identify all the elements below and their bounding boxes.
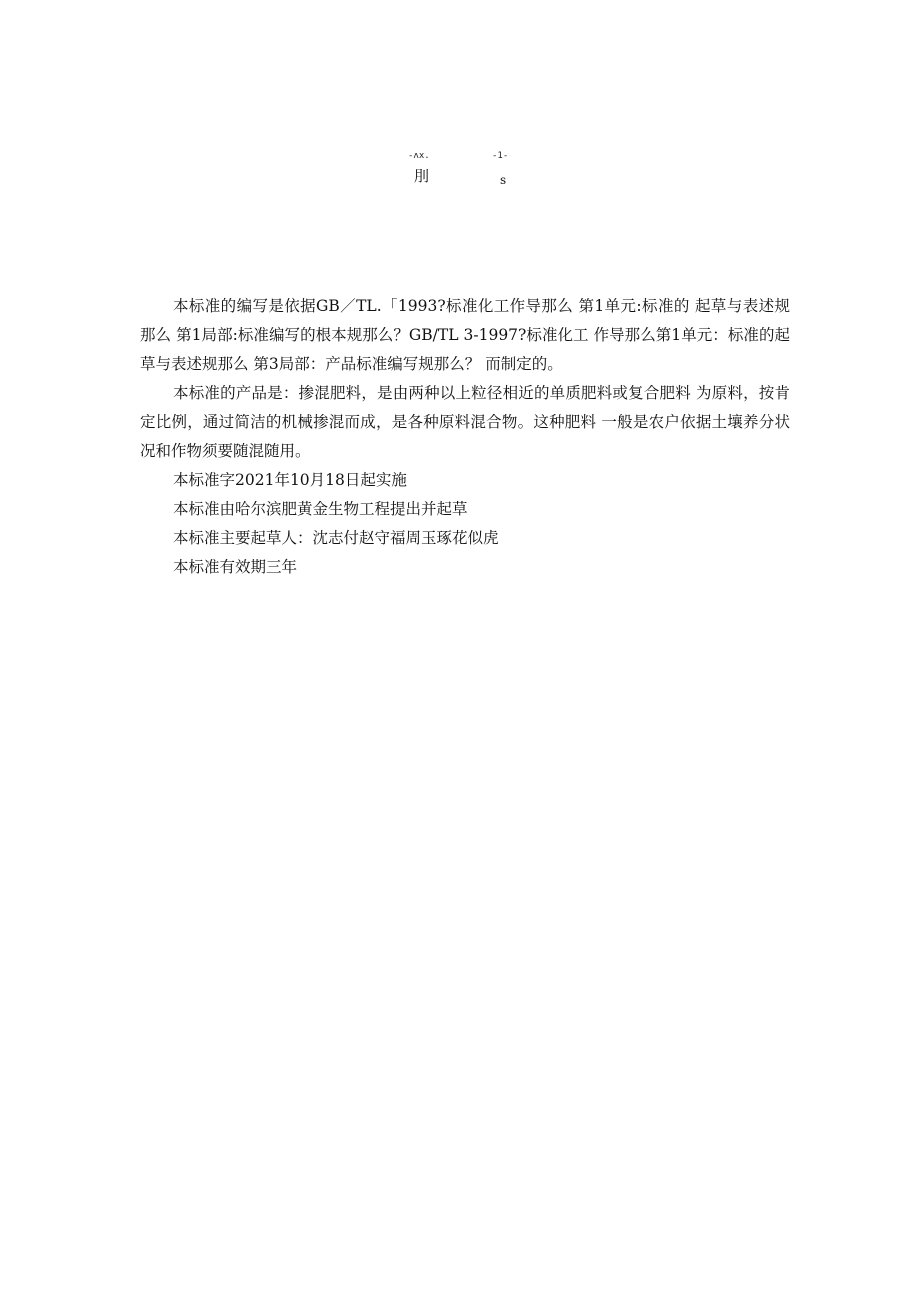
header-mark-right: -1-	[492, 151, 509, 161]
foreword-body	[140, 292, 790, 582]
paragraph-product: 本标准的产品是：掺混肥料，是由两种以上粒径相近的单质肥料或复合肥料 为原料，按肯定比例，通过简洁的机械掺混而成，是各种原料混合物。这种肥料 一般是农户依据土壤养分状况和作物须要随混随用。	[140, 384, 790, 460]
paragraph-effective-date: 本标准字2021年10月18日起实施	[173, 471, 407, 489]
paragraph-validity: 本标准有效期三年	[173, 558, 298, 576]
paragraph-proposer: 本标准由哈尔滨肥黄金生物工程提出并起草	[173, 500, 468, 518]
header-title-char: 刖	[414, 167, 430, 185]
header-title-char-2: s	[500, 173, 507, 187]
page-header	[0, 150, 920, 190]
paragraph-drafters: 本标准主要起草人：沈志付赵守福周玉琢花似虎	[173, 529, 499, 547]
header-mark-left: -ʌx.	[408, 151, 430, 161]
paragraph-basis: 本标准的编写是依据GB／TL.「1993?标准化工作导那么 第1单元:标准的 起草与表述规那么 第1局部:标准编写的根本规那么？GB/TL 3-1997?标准化工 作导那么第1单元：标准的起草与表述规那么 第3局部：产品标准编写规那么？ 而制定的。	[140, 297, 790, 373]
